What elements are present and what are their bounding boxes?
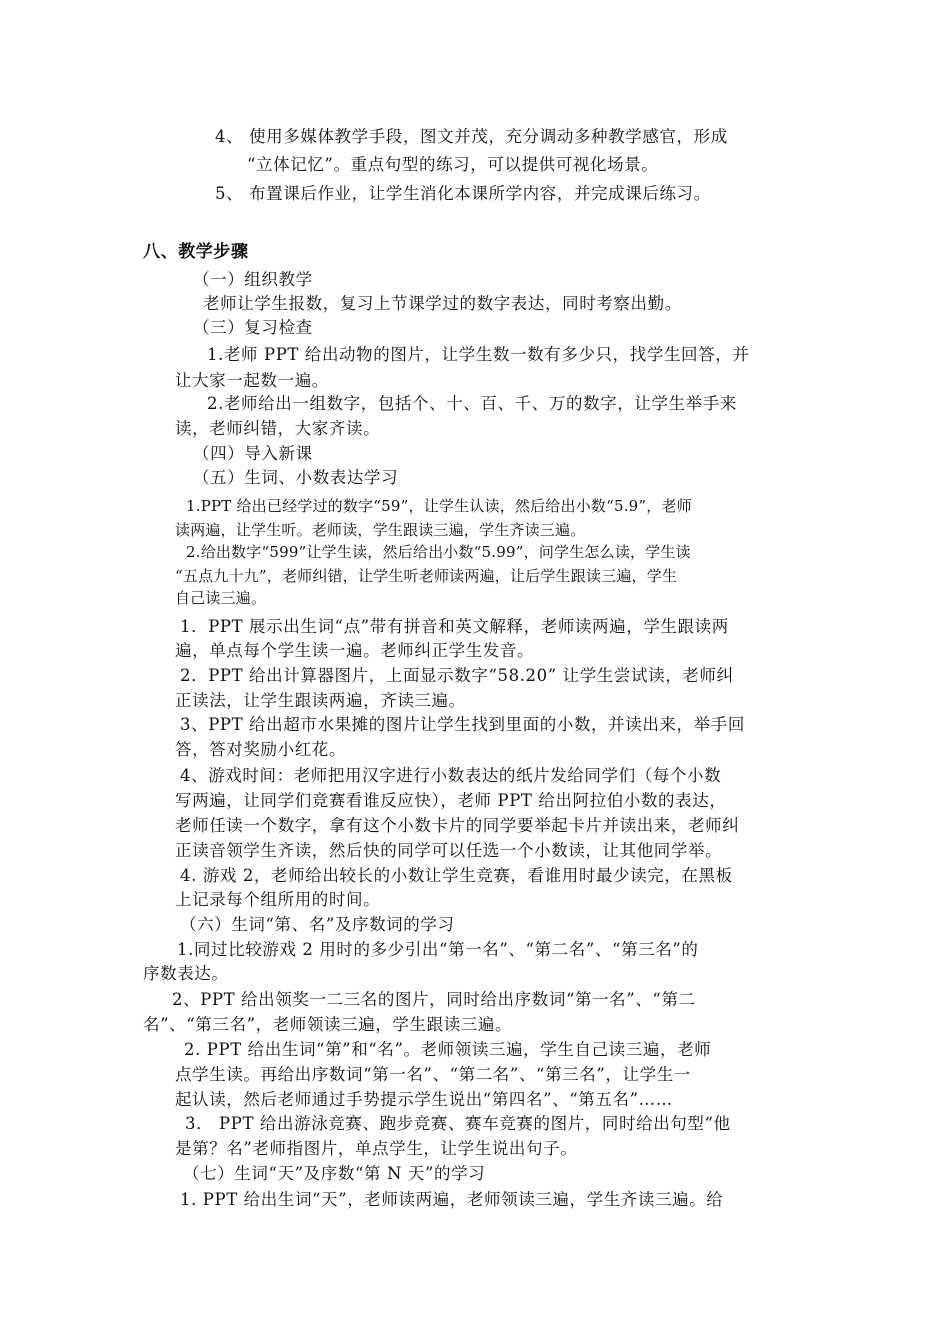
text-line: 序数表达。 bbox=[143, 964, 229, 983]
text-line: 5、 布置课后作业，让学生消化本课所学内容，并完成课后练习。 bbox=[215, 184, 711, 203]
text-line: “五点九十九”，老师纠错，让学生听老师读两遍，让后学生跟读三遍，学生 bbox=[175, 567, 678, 585]
text-line: 正读法，让学生跟读两遍，齐读三遍。 bbox=[175, 691, 466, 710]
text-line: 1．PPT 展示出生词“点”带有拼音和英文解释，老师读两遍，学生跟读两 bbox=[180, 617, 729, 636]
text-line: 4、 使用多媒体教学手段，图文并茂，充分调动多种教学感官，形成 bbox=[215, 127, 728, 146]
text-line: 老师让学生报数，复习上节课学过的数字表达，同时考察出勤。 bbox=[203, 294, 682, 313]
text-line: 老师任读一个数字，拿有这个小数卡片的同学要举起卡片并读出来，老师纠 bbox=[175, 816, 740, 835]
text-line: 正读音领学生齐读，然后快的同学可以任选一个小数读，让其他同学举。 bbox=[175, 841, 723, 860]
text-line: 起认读，然后老师通过手势提示学生说出“第四名”、“第五名”…… bbox=[175, 1090, 673, 1109]
text-line: 2.给出数字“599”让学生读，然后给出小数“5.99”，问学生怎么读，学生读 bbox=[186, 543, 691, 561]
text-line: 4. 游戏 2，老师给出较长的小数让学生竞赛，看谁用时最少读完，在黑板 bbox=[180, 866, 733, 885]
text-line: 1.PPT 给出已经学过的数字“59”，让学生认读，然后给出小数“5.9”，老师 bbox=[186, 497, 692, 515]
text-line: 让大家一起数一遍。 bbox=[175, 371, 329, 390]
text-line: 2. PPT 给出生词“第”和“名”。老师领读三遍，学生自己读三遍，老师 bbox=[184, 1040, 712, 1059]
text-line: 3、PPT 给出超市水果摊的图片让学生找到里面的小数，并读出来，举手回 bbox=[180, 715, 745, 734]
text-line: 1.老师 PPT 给出动物的图片，让学生数一数有多少只，找学生回答，并 bbox=[207, 345, 750, 364]
text-line: 读，老师纠错，大家齐读。 bbox=[175, 419, 381, 438]
subsection-heading: （六）生词“第、名”及序数词的学习 bbox=[180, 915, 455, 934]
text-line: 2.老师给出一组数字，包括个、十、百、千、万的数字，让学生举手来 bbox=[207, 394, 737, 413]
text-line: 2．PPT 给出计算器图片，上面显示数字“58.20” 让学生尝试读，老师纠 bbox=[180, 666, 734, 685]
subsection-heading: （七）生词“天”及序数“第 N 天”的学习 bbox=[183, 1164, 486, 1183]
text-line: 是第？名”老师指图片，单点学生，让学生说出句子。 bbox=[175, 1139, 578, 1158]
text-line: 自己读三遍。 bbox=[175, 589, 267, 607]
text-line: 4、游戏时间：老师把用汉字进行小数表达的纸片发给同学们（每个小数 bbox=[180, 766, 722, 785]
text-line: 上记录每个组所用的时间。 bbox=[175, 890, 381, 909]
text-line: “立体记忆”。重点句型的练习，可以提供可视化场景。 bbox=[247, 155, 659, 174]
text-line: 1.同过比较游戏 2 用时的多少引出“第一名”、“第二名”、“第三名”的 bbox=[177, 940, 699, 959]
text-line: 答，答对奖励小红花。 bbox=[175, 740, 346, 759]
text-line: 3． PPT 给出游泳竞赛、跑步竞赛、赛车竞赛的图片，同时给出句型“他 bbox=[185, 1114, 731, 1133]
text-line: 点学生读。再给出序数词“第一名”、“第二名”、“第三名”，让学生一 bbox=[175, 1065, 691, 1084]
section-heading: 八、教学步骤 bbox=[143, 242, 249, 262]
text-line: 读两遍，让学生听。老师读，学生跟读三遍，学生齐读三遍。 bbox=[175, 521, 586, 539]
text-line: 名”、“第三名”，老师领读三遍，学生跟读三遍。 bbox=[143, 1015, 513, 1034]
subsection-heading: （四）导入新课 bbox=[193, 444, 313, 463]
text-line: 1. PPT 给出生词“天”，老师读两遍，老师领读三遍，学生齐读三遍。给 bbox=[180, 1190, 724, 1209]
subsection-heading: （一）组织教学 bbox=[193, 270, 313, 289]
text-line: 遍，单点每个学生读一遍。老师纠正学生发音。 bbox=[175, 641, 535, 660]
subsection-heading: （三）复习检查 bbox=[193, 318, 313, 337]
subsection-heading: （五）生词、小数表达学习 bbox=[193, 468, 399, 487]
text-line: 2、PPT 给出领奖一二三名的图片，同时给出序数词“第一名”、“第二 bbox=[172, 990, 696, 1009]
text-line: 写两遍，让同学们竞赛看谁反应快），老师 PPT 给出阿拉伯小数的表达， bbox=[175, 791, 727, 810]
